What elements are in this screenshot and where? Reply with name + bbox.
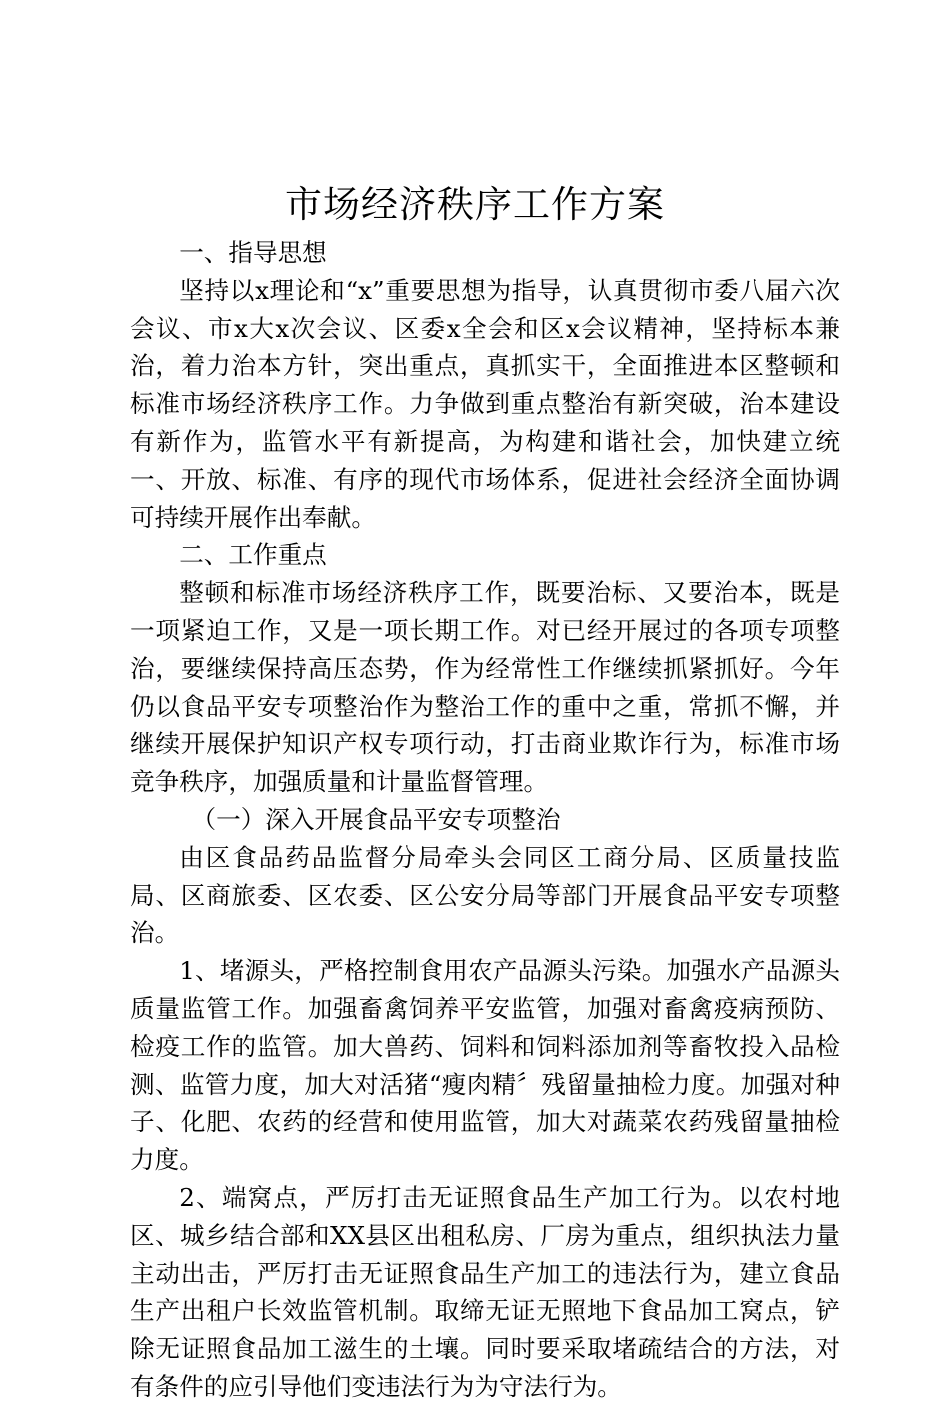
document-title: 市场经济秩序工作方案 <box>285 183 665 226</box>
section-heading: 一、指导思想 <box>179 238 327 267</box>
paragraph: 整顿和标准市场经济秩序工作，既要治标、又要治本，既是一项紧迫工作，又是一项长期工作。对已经开展过的各项专项整治，要继续保持高压态势，作为经常性工作继续抓紧抓好。今年仍以食品平安专项整治作为整治工作的重中之重，常抓不懈，并继续开展保护知识产权专项行动，打击商业欺诈行为，标准市场竞争秩序，加强质量和计量监督管理。 <box>130 578 840 797</box>
paragraph: 坚持以x理论和“x”重要思想为指导，认真贯彻市委八届六次会议、市x大x次会议、区委x全会和区x会议精神，坚持标本兼治，着力治本方针，突出重点，真抓实干，全面推进本区整顿和标准市场经济秩序工作。力争做到重点整治有新突破，治本建设有新作为，监管水平有新提高，为构建和谐社会，加快建立统一、开放、标准、有序的现代市场体系，促进社会经济全面协调可持续开展作出奉献。 <box>130 275 840 532</box>
section-heading: 二、工作重点 <box>179 540 327 570</box>
subsection-heading: （一）深入开展食品平安专项整治 <box>191 804 561 834</box>
paragraph: 由区食品药品监督分局牵头会同区工商分局、区质量技监局、区商旅委、区农委、区公安分局等部门开展食品平安专项整治。 <box>130 842 840 948</box>
paragraph: 1、堵源头，严格控制食用农产品源头污染。加强水产品源头质量监管工作。加强畜禽饲养平安监管，加强对畜禽疫病预防、检疫工作的监管。加大兽药、饲料和饲料添加剂等畜牧投入品检测、监管力度，加大对活猪“瘦肉精〞残留量抽检力度。加强对种子、化肥、农药的经营和使用监管，加大对蔬菜农药残留量抽检力度。 <box>130 956 840 1175</box>
document-body <box>130 234 840 1406</box>
paragraph: 2、端窝点，严厉打击无证照食品生产加工行为。以农村地区、城乡结合部和XX县区出租私房、厂房为重点，组织执法力量主动出击，严厉打击无证照食品生产加工的违法行为，建立食品生产出租户长效监管机制。取缔无证无照地下食品加工窝点，铲除无证照食品加工滋生的土壤。同时要采取堵疏结合的方法，对有条件的应引导他们变违法行为为守法行为。 <box>130 1182 840 1401</box>
